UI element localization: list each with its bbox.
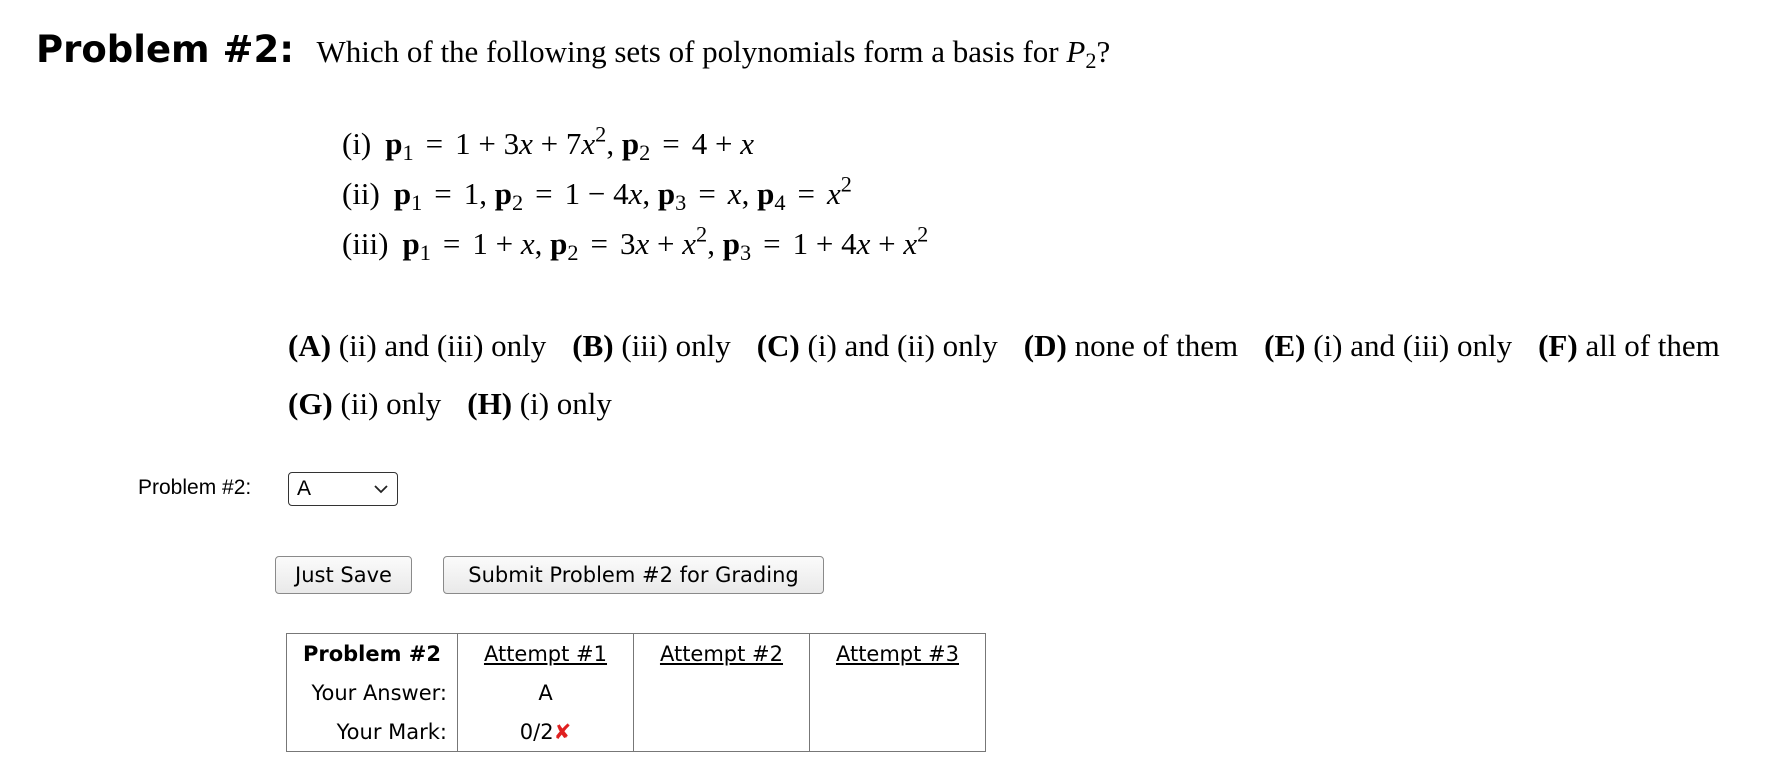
polynomial-set-ii	[342, 171, 852, 216]
attempt-1-answer: A	[458, 673, 634, 712]
choice-text: (i) and (iii) only	[1313, 328, 1513, 363]
equals-sign: =	[763, 226, 781, 261]
choice-text: (i) only	[519, 386, 612, 421]
polynomial-index: 3	[675, 190, 687, 216]
polynomial-expression: 1 + 3x + 7x	[455, 126, 596, 161]
equals-sign: =	[434, 176, 452, 211]
equals-sign: =	[590, 226, 609, 261]
your-mark-row	[287, 712, 986, 752]
answer-choices-row-2	[288, 386, 638, 422]
polynomial-expression: 1 + 4x + x	[792, 226, 918, 261]
separator: ,	[707, 226, 715, 261]
choice-text: (i) and (ii) only	[807, 328, 998, 363]
polynomial-index: 1	[411, 190, 423, 216]
equals-sign: =	[698, 176, 716, 211]
polynomial-name: p	[550, 226, 568, 261]
choice-letter: (E)	[1264, 328, 1306, 363]
polynomial-expression: x	[826, 176, 841, 211]
polynomial-index: 2	[512, 190, 524, 216]
polynomial-name: p	[621, 126, 640, 161]
your-mark-label: Your Mark:	[287, 712, 458, 752]
polynomial-expression: 3x + x	[620, 226, 697, 261]
attempt-1-mark-value: 0/2	[519, 719, 554, 744]
attempt-1-link[interactable]: Attempt #1	[458, 634, 634, 674]
equals-sign: =	[535, 176, 553, 211]
polynomial-set-i	[342, 121, 754, 166]
choice-text: none of them	[1074, 328, 1239, 363]
attempt-2-mark	[634, 712, 810, 752]
polynomial-expression: 4 + x	[691, 126, 754, 161]
choice-text: (ii) only	[340, 386, 442, 421]
choice-letter: (G)	[288, 386, 333, 421]
polynomial-index: 4	[774, 190, 786, 216]
choice-option	[572, 328, 730, 363]
polynomial-term	[402, 226, 543, 266]
your-answer-row	[287, 673, 986, 712]
separator: ,	[741, 176, 750, 211]
polynomial-term	[621, 126, 754, 166]
problem-label: Problem #2:	[36, 28, 295, 71]
choice-option	[288, 328, 546, 363]
attempt-3-mark	[810, 712, 986, 752]
polynomial-tag: (i)	[342, 126, 372, 161]
choice-letter: (A)	[288, 328, 332, 363]
attempt-2-answer	[634, 673, 810, 712]
answer-dropdown[interactable]	[288, 472, 398, 506]
polynomial-index: 2	[567, 240, 579, 266]
polynomial-exponent: 2	[595, 121, 607, 147]
polynomial-exponent: 2	[917, 221, 929, 247]
attempts-problem-header: Problem #2	[287, 634, 458, 674]
polynomial-tag: (ii)	[342, 176, 380, 211]
choice-text: all of them	[1585, 328, 1720, 363]
polynomial-term	[494, 176, 651, 216]
polynomial-name: p	[757, 176, 775, 211]
attempt-3-answer	[810, 673, 986, 712]
wrong-x-icon: ✘	[553, 719, 572, 744]
answer-dropdown-value: A	[297, 477, 312, 500]
polynomial-name: p	[657, 176, 676, 211]
separator: ,	[642, 176, 651, 211]
polynomial-exponent: 2	[840, 171, 852, 197]
equals-sign: =	[442, 226, 461, 261]
your-answer-label: Your Answer:	[287, 673, 458, 712]
chevron-down-icon	[373, 481, 389, 497]
attempt-1-mark	[458, 712, 634, 752]
polynomial-exponent: 2	[696, 221, 708, 247]
just-save-button[interactable]: Just Save	[275, 556, 412, 594]
choice-option	[757, 328, 998, 363]
polynomial-index: 2	[639, 140, 651, 166]
polynomial-term	[657, 176, 750, 216]
separator: ,	[534, 226, 543, 261]
choice-text: (iii) only	[621, 328, 731, 363]
equals-sign: =	[797, 176, 815, 211]
polynomial-term	[757, 171, 852, 216]
choice-text: (ii) and (iii) only	[338, 328, 547, 363]
polynomial-tag: (iii)	[342, 226, 389, 261]
polynomial-index: 1	[402, 140, 414, 166]
choice-option	[1264, 328, 1512, 363]
problem-question: Which of the following sets of polynomials form a basis for $P_2$?	[316, 34, 1111, 74]
answer-label: Problem #2:	[138, 476, 252, 499]
equals-sign: =	[662, 126, 680, 161]
choice-option	[1024, 328, 1238, 363]
polynomial-name: p	[385, 126, 403, 161]
polynomial-name: p	[494, 176, 513, 211]
choice-letter: (C)	[756, 328, 800, 363]
polynomial-term	[550, 221, 715, 266]
choice-option	[467, 386, 612, 421]
separator: ,	[606, 126, 615, 161]
polynomial-set-iii	[342, 221, 929, 266]
attempt-3-link[interactable]: Attempt #3	[810, 634, 986, 674]
submit-for-grading-button[interactable]: Submit Problem #2 for Grading	[443, 556, 824, 594]
choice-letter: (H)	[467, 386, 513, 421]
problem-header	[36, 28, 1110, 74]
choice-letter: (F)	[1538, 328, 1578, 363]
polynomial-term	[393, 176, 488, 216]
answer-choices-row-1	[288, 328, 1746, 364]
polynomial-term	[385, 121, 615, 166]
polynomial-expression: x	[727, 176, 742, 211]
polynomial-name: p	[402, 226, 420, 261]
attempt-2-link[interactable]: Attempt #2	[634, 634, 810, 674]
choice-option	[1538, 328, 1720, 363]
polynomial-name: p	[722, 226, 740, 261]
separator: ,	[479, 176, 488, 211]
attempts-header-row	[287, 634, 986, 674]
choice-letter: (B)	[572, 328, 614, 363]
polynomial-index: 1	[419, 240, 431, 266]
attempts-table	[286, 633, 986, 752]
polynomial-expression: 1	[463, 176, 480, 211]
choice-letter: (D)	[1023, 328, 1067, 363]
polynomial-expression: 1 + x	[472, 226, 535, 261]
equals-sign: =	[425, 126, 444, 161]
polynomial-name: p	[393, 176, 412, 211]
polynomial-expression: 1 − 4x	[564, 176, 643, 211]
polynomial-term	[722, 221, 929, 266]
choice-option	[288, 386, 441, 421]
polynomial-index: 3	[739, 240, 752, 266]
